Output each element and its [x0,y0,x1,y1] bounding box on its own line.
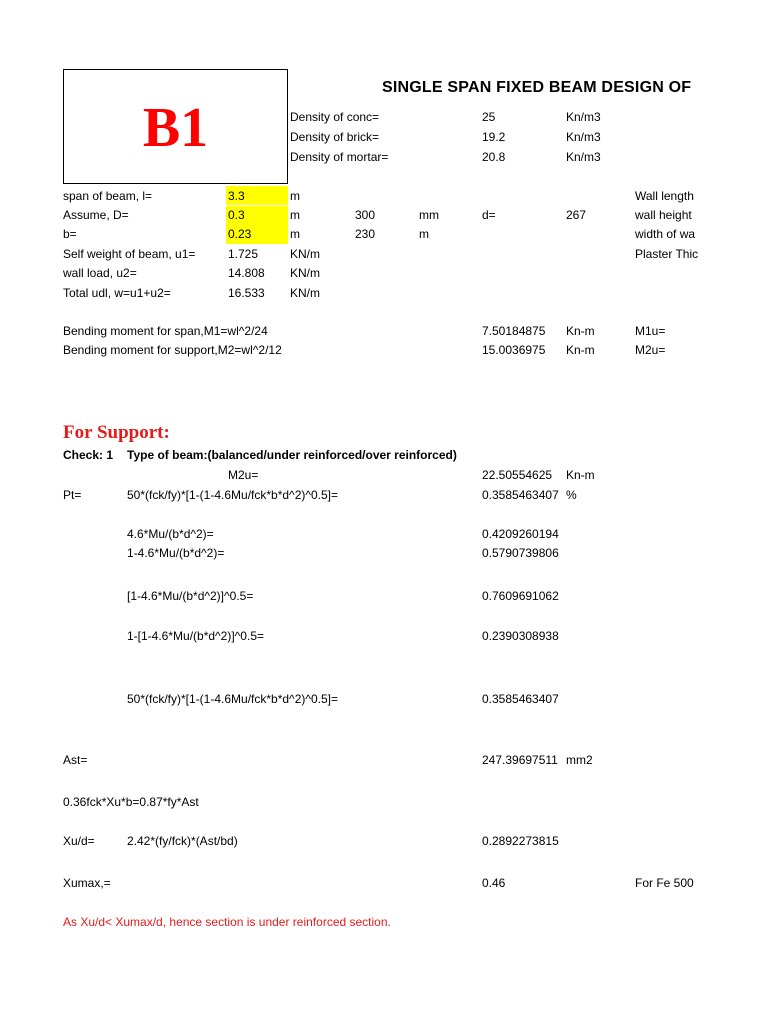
density-brick-value: 19.2 [482,130,506,144]
check-text: Type of beam:(balanced/under reinforced/over reinforced) [127,448,457,462]
xumax-label: Xumax,= [63,876,111,890]
depth-unit: m [290,208,300,222]
density-brick-unit: Kn/m3 [566,130,601,144]
depth-label: Assume, D= [63,208,129,222]
step2-formula: 1-4.6*Mu/(b*d^2)= [127,546,225,560]
pt-formula: 50*(fck/fy)*[1-(1-4.6Mu/fck*b*d^2)^0.5]= [127,488,339,502]
step3-formula: [1-4.6*Mu/(b*d^2)]^0.5= [127,589,254,603]
span-label: span of beam, l= [63,189,153,203]
pt-unit: % [566,488,577,502]
m2u-value: 22.50554625 [482,468,553,482]
total-udl-unit: KN/m [290,286,320,300]
self-weight-value: 1.725 [228,247,259,261]
equilibrium-equation: 0.36fck*Xu*b=0.87*fy*Ast [63,795,199,809]
xud-label: Xu/d= [63,834,95,848]
beam-tag: B1 [142,97,209,159]
width-value[interactable]: 0.23 [228,227,252,241]
step3-value: 0.7609691062 [482,589,559,603]
ast-value: 247.39697511 [482,753,558,767]
moment-span-ultimate-label: M1u= [635,324,666,338]
step4-formula: 1-[1-4.6*Mu/(b*d^2)]^0.5= [127,629,264,643]
wall-load-value: 14.808 [228,266,265,280]
pt-label: Pt= [63,488,82,502]
step4-value: 0.2390308938 [482,629,559,643]
self-weight-label: Self weight of beam, u1= [63,247,196,261]
xumax-note: For Fe 500 [635,876,694,890]
width-mm-value: 230 [355,227,376,241]
check-label: Check: 1 [63,448,114,462]
m2u-label: M2u= [228,468,259,482]
wall-load-unit: KN/m [290,266,320,280]
plaster-thickness-label: Plaster Thic [635,247,699,261]
density-conc-value: 25 [482,110,496,124]
step5-formula: 50*(fck/fy)*[1-(1-4.6Mu/fck*b*d^2)^0.5]= [127,692,339,706]
moment-span-unit: Kn-m [566,324,595,338]
depth-mm-value: 300 [355,208,376,222]
moment-support-label: Bending moment for support,M2=wl^2/12 [63,343,282,357]
wall-load-label: wall load, u2= [63,266,137,280]
wall-width-label: width of wa [635,227,696,241]
ast-label: Ast= [63,753,88,767]
conclusion-text: As Xu/d< Xumax/d, hence section is under reinforced section. [63,915,391,929]
wall-height-label: wall height [635,208,692,222]
moment-support-value: 15.0036975 [482,343,546,357]
span-unit: m [290,189,300,203]
span-value[interactable]: 3.3 [228,189,245,203]
density-brick-label: Density of brick= [290,130,380,144]
xud-formula: 2.42*(fy/fck)*(Ast/bd) [127,834,238,848]
moment-span-label: Bending moment for span,M1=wl^2/24 [63,324,268,338]
step1-value: 0.4209260194 [482,527,559,541]
step1-formula: 4.6*Mu/(b*d^2)= [127,527,214,541]
density-mortar-value: 20.8 [482,150,506,164]
density-mortar-label: Density of mortar= [290,150,389,164]
depth-mm-unit: mm [419,208,439,222]
density-conc-unit: Kn/m3 [566,110,601,124]
width-mm-unit: m [419,227,429,241]
total-udl-value: 16.533 [228,286,265,300]
xud-value: 0.2892273815 [482,834,559,848]
step5-value: 0.3585463407 [482,692,559,706]
ast-unit: mm2 [566,753,593,767]
page-title: SINGLE SPAN FIXED BEAM DESIGN OF [382,79,692,96]
xumax-value: 0.46 [482,876,506,890]
m2u-unit: Kn-m [566,468,595,482]
density-mortar-unit: Kn/m3 [566,150,601,164]
support-section-heading: For Support: [63,422,170,443]
density-conc-label: Density of conc= [290,110,380,124]
eff-depth-value: 267 [566,208,587,222]
moment-span-value: 7.50184875 [482,324,546,338]
moment-support-unit: Kn-m [566,343,595,357]
step2-value: 0.5790739806 [482,546,559,560]
beam-tag-box [63,69,288,184]
wall-length-label: Wall length [635,189,694,203]
moment-support-ultimate-label: M2u= [635,343,666,357]
self-weight-unit: KN/m [290,247,320,261]
depth-value[interactable]: 0.3 [228,208,245,222]
width-unit: m [290,227,300,241]
width-label: b= [63,227,77,241]
eff-depth-label: d= [482,208,496,222]
pt-value: 0.3585463407 [482,488,559,502]
total-udl-label: Total udl, w=u1+u2= [63,286,171,300]
